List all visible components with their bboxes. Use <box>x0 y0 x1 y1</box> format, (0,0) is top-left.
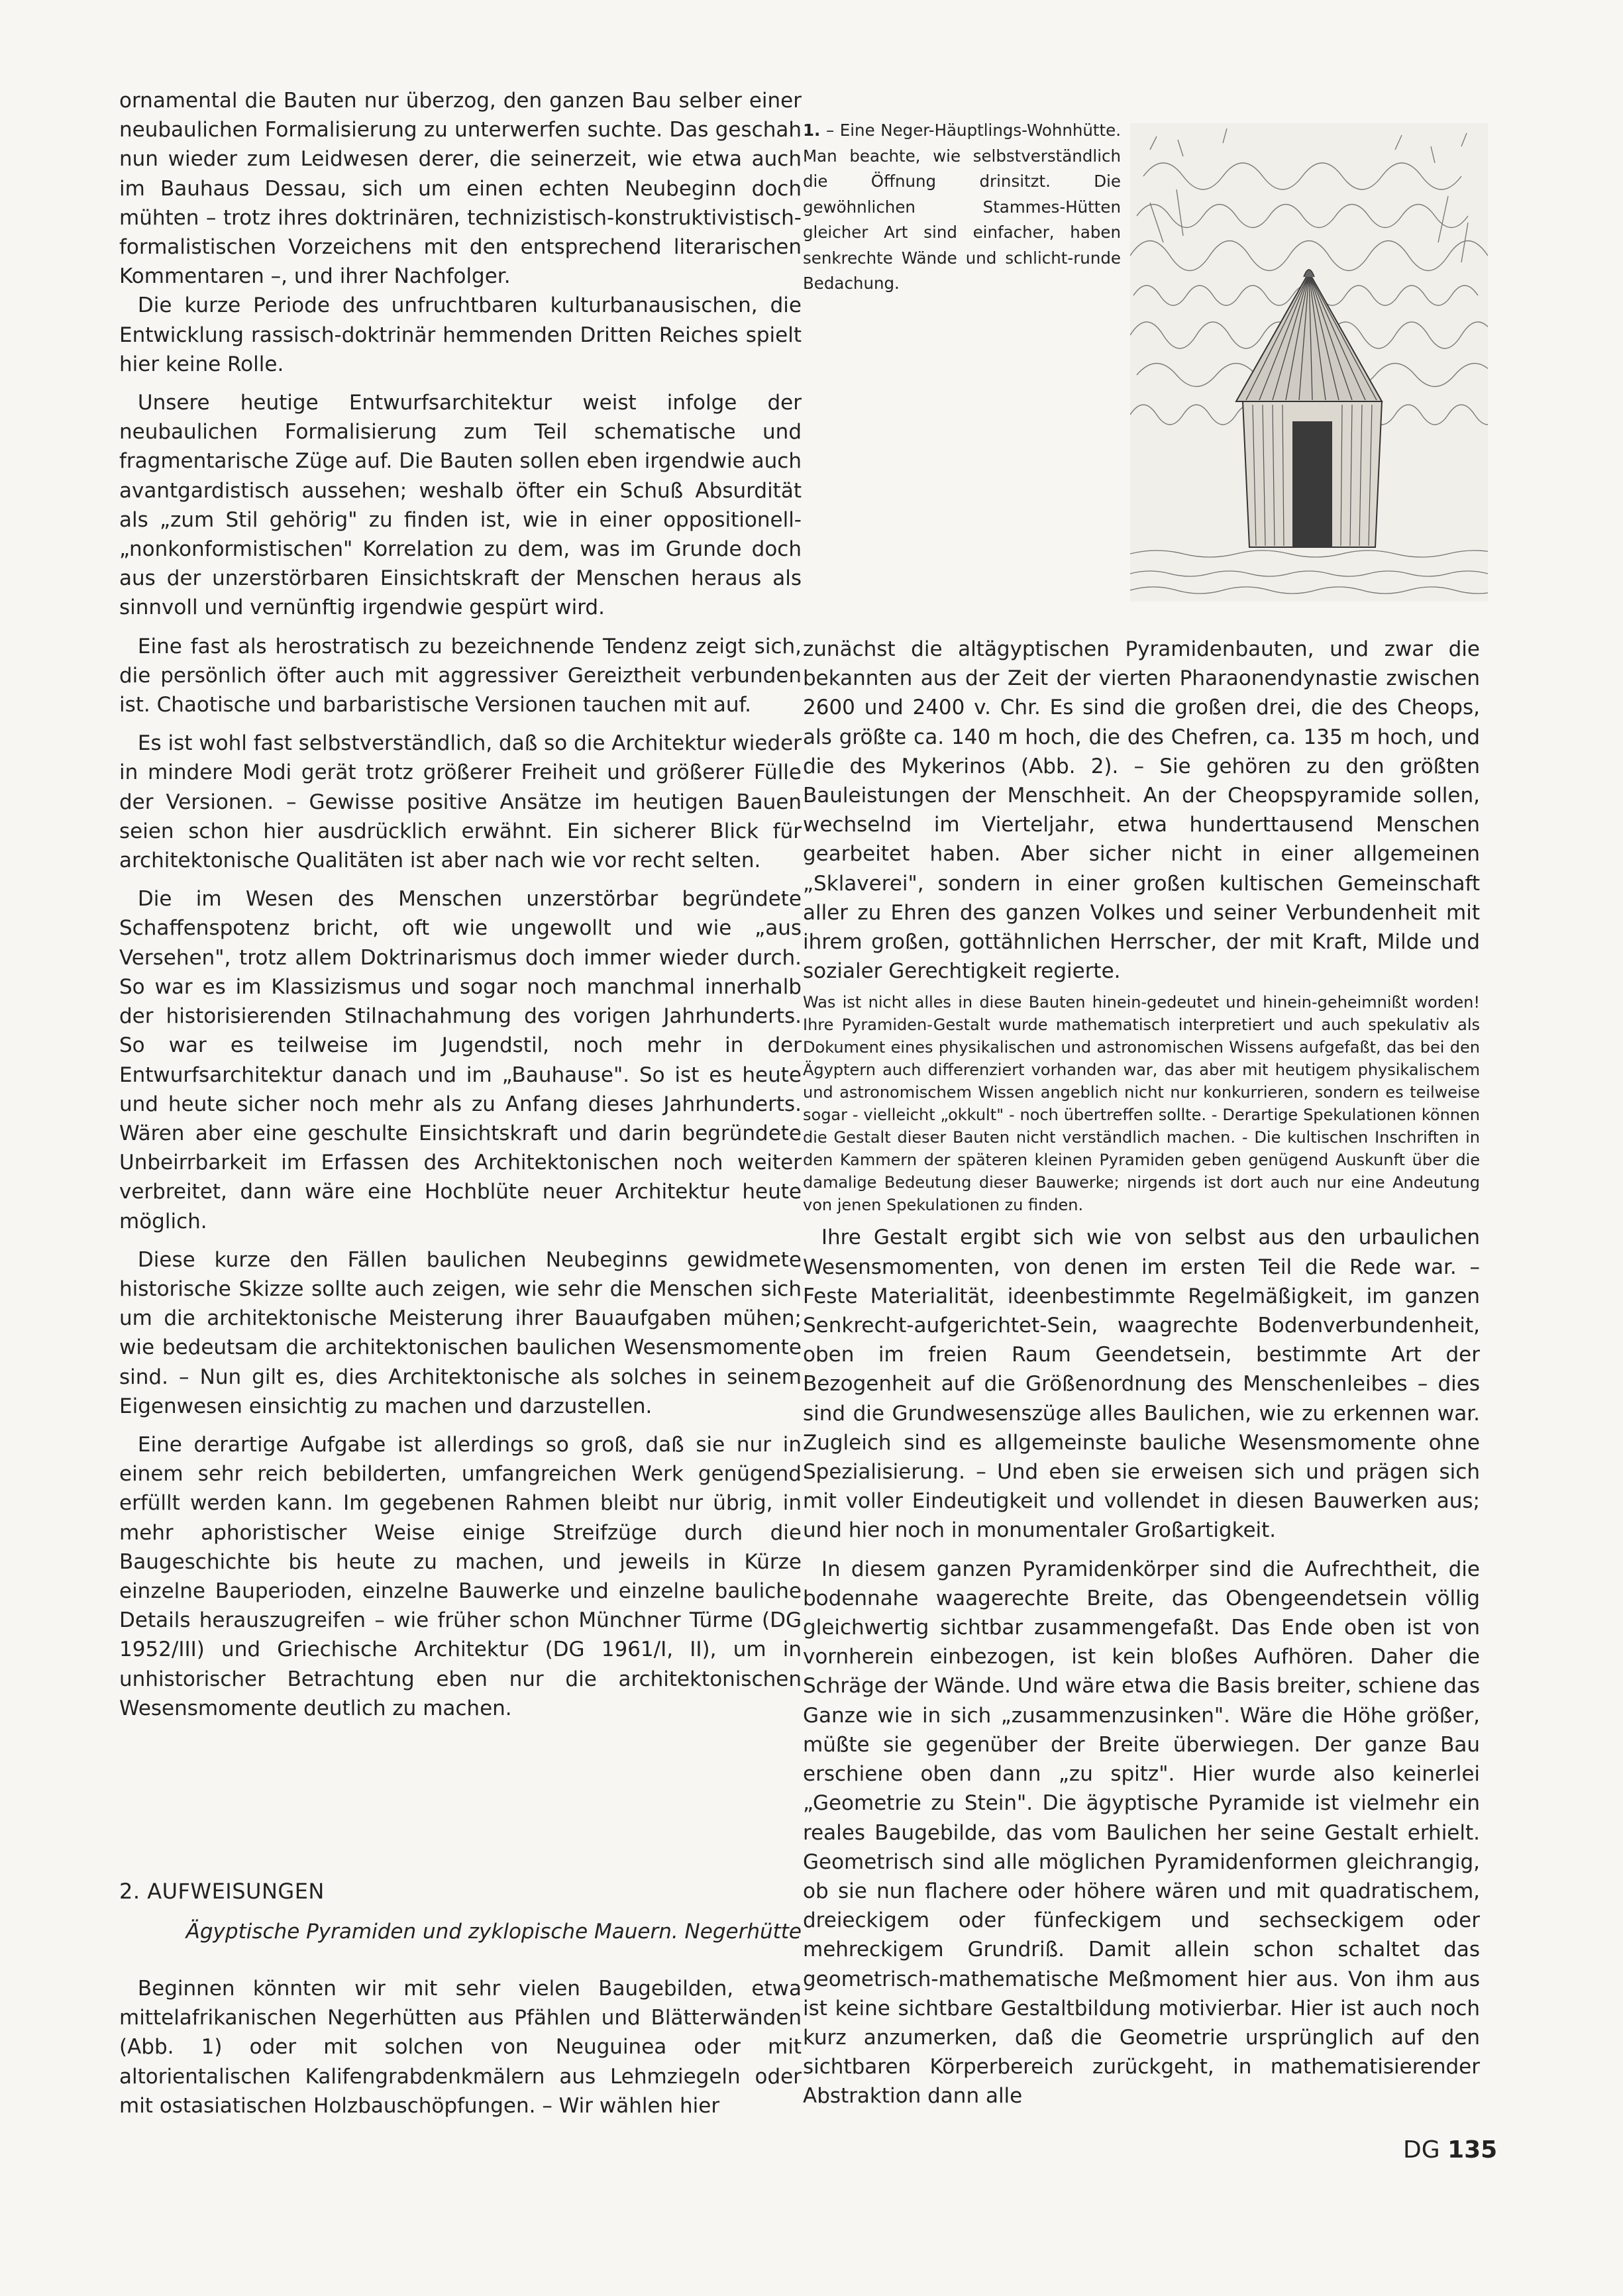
page-footer <box>1403 2136 1497 2164</box>
paragraph: Unsere heutige Entwurfsarchitektur weist infolge der neubaulichen Formalisierung zum Teil schematische und fragmentarische Züge auf. Die Bauten sollen eben irgendwie auch avantgardistisch aussehen; weshalb öfter ein Schuß Absurdität als „zum Stil gehörig" zu finden ist, wie in einer oppositionell-„nonkonformistischen" Korrelation zu dem, was im Grunde doch aus der unzerstörbaren Einsichtskraft der Menschen heraus als sinnvoll und vernünftig irgendwie gespürt wird. <box>119 391 802 620</box>
journal-abbrev: DG <box>1403 2136 1440 2164</box>
paragraph: Ihre Gestalt ergibt sich wie von selbst aus den urbaulichen Wesensmomenten, von denen im ersten Teil die Rede war. – Feste Materialität, ideenbestimmte Regelmäßigkeit, im ganzen Senkrecht-aufgerichtet-Sein, waagrechte Bodenverbundenheit, oben im freien Raum Geendetsein, bestimmte Art der Bezogenheit auf die Größenordnung des Menschenleibes – dies sind die Grundwesenszüge alles Baulichen, wie zu erkennen war. Zugleich sind es allgemeinste bauliche Wesensmomente ohne Spezialisierung. – Und eben sie erweisen sich und prägen sich mit voller Eindeutigkeit und vollendet in diesen Bauwerken aus; und hier noch in monumentaler Großartigkeit. <box>803 1226 1480 1543</box>
section-heading: 2. AUFWEISUNGEN <box>119 1879 325 1904</box>
figure-number: 1. <box>803 121 821 140</box>
figure-caption-text: – Eine Neger-Häuptlings-Wohnhütte. Man beachte, wie selbstverständlich die Öffnung drinsitzt. Die gewöhnlichen Stammes-Hütten gleicher Art sind einfacher, haben senkrechte Wände und schlicht-runde Bedachung. <box>803 121 1121 293</box>
paragraph: Diese kurze den Fällen baulichen Neubeginns gewidmete historische Skizze sollte auch zeigen, wie sehr die Menschen sich um die architektonische Meisterung ihrer Bauaufgaben mühen; wie bedeutsam die architektonischen baulichen Wesensmomente sind. – Nun gilt es, dies Architektonische als solches in seinem Eigenwesen einsichtig zu machen und darzustellen. <box>119 1247 802 1418</box>
hut-illustration <box>1130 123 1488 601</box>
figure-caption <box>803 118 1121 297</box>
paragraph: Beginnen könnten wir mit sehr vielen Baugebilden, etwa mittelafrikanischen Negerhütten aus Pfählen und Blätterwänden (Abb. 1) oder mit solchen von Neuguinea oder mit altorientalischen Kalifengrabdenkmälern aus Lehmziegeln oder mit ostasiatischen Holzbauschöpfungen. – Wir wählen hier <box>119 1977 802 2118</box>
paragraph: Die kurze Periode des unfruchtbaren kulturbanausischen, die Entwicklung rassisch-doktrinär hemmenden Dritten Reiches spielt hier keine Rolle. <box>119 293 802 376</box>
paragraph: In diesem ganzen Pyramidenkörper sind die Aufrechtheit, die bodennahe waagerechte Breite, das Obengeendetsein völlig gleichwertig sichtbar zusammengefaßt. Das Ende oben ist von vornherein einbezogen, ist kein bloßes Aufhören. Daher die Schräge der Wände. Und wäre etwa die Basis breiter, schiene das Ganze wie in sich „zusammenzusinken". Wäre die Höhe größer, müßte sie gegenüber der Breite überwiegen. Der ganze Bau erschiene oben dann „zu spitz". Hier wurde also keinerlei „Geometrie zu Stein". Die ägyptische Pyramide ist vielmehr ein reales Baugebilde, das vom Baulichen her seine Gestalt erhielt. Geometrisch sind alle möglichen Pyramidenformen gleichrangig, ob sie nun flachere oder höhere wären und mit quadratischem, dreieckigem oder fünfeckigem und sechseckigem oder mehreckigem Grundriß. Damit allein schon schaltet das geometrisch-mathematische Meßmoment hier aus. Von ihm aus ist keine sichtbare Gestaltbildung motivierbar. Hier ist auch noch kurz anzumerken, daß die Geometrie ursprünglich auf den sichtbaren Körperbereich zurückgeht, in mathematisierender Abstraktion dann alle <box>803 1557 1480 2109</box>
right-column <box>803 635 1480 2111</box>
paragraph: Es ist wohl fast selbstverständlich, daß so die Architektur wieder in mindere Modi gerät trotz größerer Freiheit und größerer Fülle der Versionen. – Gewisse positive Ansätze im heutigen Bauen seien schon hier ausdrücklich erwähnt. Ein sicherer Blick für architektonische Qualitäten ist aber nach wie vor recht selten. <box>119 731 802 873</box>
page-number: 135 <box>1447 2136 1498 2164</box>
paragraph: Eine fast als herostratisch zu bezeichnende Tendenz zeigt sich, die persönlich öfter auch mit aggressiver Gereiztheit verbunden ist. Chaotische und barbaristische Versionen tauchen mit auf. <box>119 634 802 717</box>
paragraph: ornamental die Bauten nur überzog, den ganzen Bau selber einer neubaulichen Formalisierung zu unterwerfen suchte. Das geschah nun wieder zum Leidwesen derer, die seinerzeit, wie etwa auch im Bauhaus Dessau, sich um einen echten Neubeginn doch mühten – trotz ihres doktrinären, technizistisch-konstruktivistisch-formalistischen Vorzeichens mit den entsprechend literarischen Kommentaren –, und ihrer Nachfolger. <box>119 89 802 289</box>
paragraph: Die im Wesen des Menschen unzerstörbar begründete Schaffenspotenz bricht, oft wie ungewollt und wie „aus Versehen", trotz allem Doktrinarismus doch immer wieder durch. So war es im Klassizismus und sogar noch manchmal innerhalb der historisierenden Stilnachahmung des vorigen Jahrhunderts. So war es teilweise im Jugendstil, noch mehr in der Entwurfsarchitektur danach und im „Bauhause". So ist es heute und heute sicher noch mehr als zu Anfang dieses Jahrhunderts. Wären aber eine geschulte Einsichtskraft und darin begründete Unbeirrbarkeit im Erfassen des Architektonischen noch weiter verbreitet, dann wäre eine Hochblüte neuer Architektur heute möglich. <box>119 887 802 1233</box>
left-column-bottom <box>119 1974 802 2120</box>
footnote-paragraph: Was ist nicht alles in diese Bauten hinein-gedeutet und hinein-geheimnißt worden! Ihre Pyramiden-Gestalt wurde mathematisch interpretiert und auch spekulativ als Dokument eines physikalischen und astronomischen Wissens aufgefaßt, das bei den Ägyptern auch differenziert vorhanden war, das aber mit heutigem physikalischem und astronomischem Wissen angeblich nicht nur konkurrieren, sondern es teilweise sogar - vielleicht „okkult" - noch übertreffen sollte. - Derartige Spekulationen können die Gestalt dieser Bauten nicht verständlich machen. - Die kultischen Inschriften in den Kammern der späteren kleinen Pyramiden geben genügend Auskunft über die damalige Bedeutung dieser Bauwerke; nirgends ist dort auch nur eine Andeutung von jenen Spekulationen zu finden. <box>803 993 1480 1215</box>
section-subheading: Ägyptische Pyramiden und zyklopische Mauern. Negerhütte <box>185 1920 802 1944</box>
paragraph: Eine derartige Aufgabe ist allerdings so groß, daß sie nur in einem sehr reich bebilderten, umfangreichen Werk genügend erfüllt werden kann. Im gegebenen Rahmen bleibt nur übrig, in mehr aphoristischer Weise einige Streifzüge durch die Baugeschichte bis heute zu machen, und jeweils in Kürze einzelne Bauperioden, einzelne Bauwerke und einzelne bauliche Details herauszugreifen – wie früher schon Münchner Türme (DG 1952/III) und Griechische Architektur (DG 1961/I, II), um in unhistorischer Betrachtung eben nur die architektonischen Wesensmomente deutlich zu machen. <box>119 1432 802 1720</box>
paragraph: zunächst die altägyptischen Pyramidenbauten, und zwar die bekannten aus der Zeit der vierten Pharaonendynastie zwischen 2600 und 2400 v. Chr. Es sind die großen drei, die des Cheops, als größte ca. 140 m hoch, die des Chefren, ca. 135 m hoch, und die des Mykerinos (Abb. 2). – Sie gehören zu den größten Bauleistungen der Menschheit. An der Cheopspyramide sollen, wechselnd im Vierteljahr, etwa hunderttausend Menschen gearbeitet haben. Aber sicher nicht in einer allgemeinen „Sklaverei", sondern in einer großen kultischen Gemeinschaft aller zu Ehren des ganzen Volkes und seiner Verbundenheit mit ihrem großen, gottähnlichen Herrscher, der mit Kraft, Milde und sozialer Gerechtigkeit regierte. <box>803 637 1480 984</box>
left-column <box>119 86 802 1723</box>
